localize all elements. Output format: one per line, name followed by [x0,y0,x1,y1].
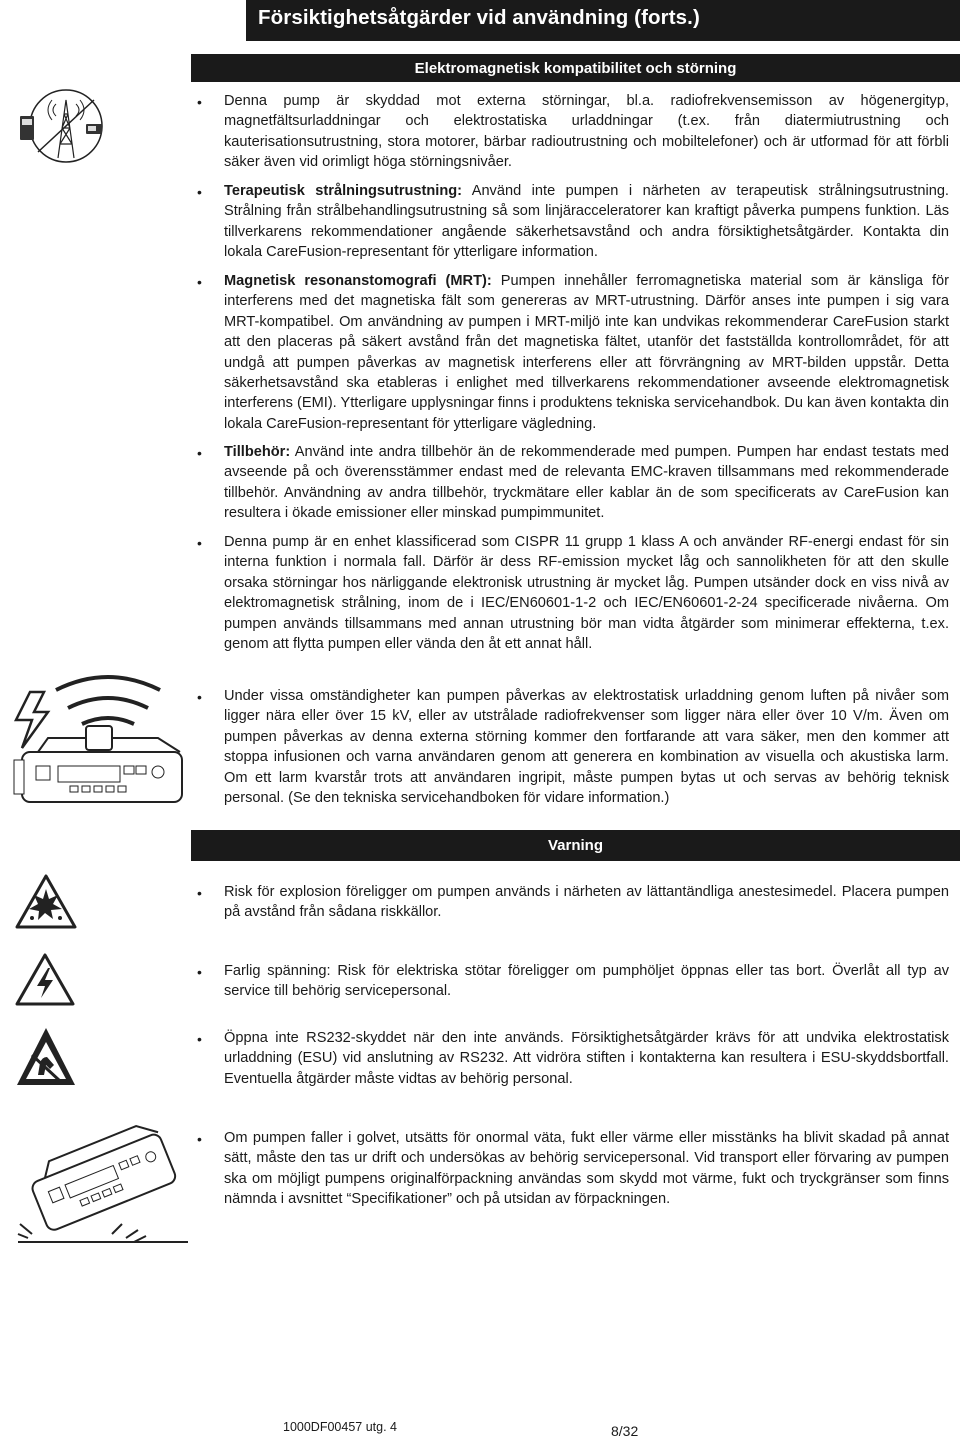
bullet: • [197,1131,202,1147]
mri-heading: Magnetisk resonanstomografi (MRT): [224,273,492,289]
esd-paragraph: Under vissa omständigheter kan pumpen påverkas av elektrostatisk urladdning genom luften på nivåer som ligger nära eller över 15 kV, eller av utstrålade radiofrekvenser som ligger nära eller över 10 V/m. Även om pumpen påverkas av denna externa störning kommer den fortfarande att vara säker, men den kommer att stoppa infusionen och varna användaren genom att generera en kombination av visuella och akustiska larm. Om ett larm kvarstår trots att användaren ingripit, måste pumpen bytas ut och servas av behörig teknisk personal. (Se den tekniska servicehandboken för vidare information.) [224,688,949,807]
bullet: • [197,445,202,461]
page-title: Försiktighetsåtgärder vid användning (forts.) [258,6,700,29]
radiation-equipment-text: Använd inte pumpen i närheten av terapeutisk strålningsutrustning. Strålning från strålbehandlingsutrustning så som linjäracceleratorer kan kraftigt påverka pumpens funktion. Läs tillverkarens rekommendationer angående säkerhetsavstånd och andra försiktighetsåtgärder. Kontakta din lokala CareFusion-representant för ytterligare information. [224,183,949,261]
mri-text: Pumpen innehåller ferromagnetiska material som är känsliga för interferens med det magnetiska fält som genereras av MRT-utrustning. Därför anses inte pumpen i sig vara MRT-kompatibel. Om användning av pumpen i MRT-miljö inte kan undvikas rekommenderar CareFusion starkt att den placeras på säkert avstånd från det magnetiska fältet, utanför det fastställda kontrollområdet, för att undgå att pumpen påverkas av magnetisk interferens eller att förvrängning av MRT-bilden uppstår. Detta säkerhetsavstånd ska etableras i enlighet med tillverkarens rekommendationer avseende elektromagnetisk interferens (EMI). Ytterligare upplysningar finns i produktens tekniska servicehandbok. Du kan även kontakta din lokala CareFusion-representant för ytterligare vägledning. [224,273,949,432]
dropped-pump-icon [14,1110,192,1250]
explosion-hazard-icon [14,873,78,931]
warning-heading-bar [191,830,960,861]
explosion-warning: Risk för explosion föreligger om pumpen används i närheten av lättantändliga anestesimedel. Placera pumpen på avstånd från sådana riskkällor. [224,884,949,921]
accessories-paragraph [224,442,949,524]
emc-interference-icon [14,86,104,166]
bullet: • [197,689,202,705]
mri-paragraph [224,271,949,434]
accessories-heading: Tillbehör: [224,444,291,460]
cispr-paragraph: Denna pump är en enhet klassificerad som CISPR 11 grupp 1 klass A och använder RF-energi endast för sin interna funktion i normala fall. Därför är dess RF-emission mycket låg och sannolikheten för att den skulle orsaka störningar hos närliggande elektronisk utrustning är mycket låg. Pumpen utsänder dock en viss nivå av elektromagnetisk strålning, inom de i IEC/EN60601-1-2 och IEC/EN60601-2-24 specificerade nivåerna. Om pumpen används tillsammans med annan utrustning bör man vidta åtgärder som minimerar effekterna, t.ex. genom att flytta pumpen eller vända den åt ett annat håll. [224,534,949,653]
esd-sensitive-icon [14,1025,78,1091]
section-heading-bar [191,54,960,82]
bullet: • [197,535,202,551]
esd-pump-icon [8,668,190,810]
bullet: • [197,94,202,110]
page-title-banner [246,0,960,41]
warning-heading: Varning [547,837,603,854]
section-heading: Elektromagnetisk kompatibilitet och störning [414,60,737,77]
dropped-pump-warning: Om pumpen faller i golvet, utsätts för onormal väta, fukt eller värme eller misstänks ha blivit skadad på annat sätt, måste den tas ur drift och undersökas av behörig servicepersonal. Vid transport eller förvaring av pumpen ska om möjligt pumpens originalförpackning användas som skydd mot värme, fukt och tryckgränser som finns nämnda i avsnittet “Specifikationer” och på utsidan av förpackningen. [224,1130,949,1208]
bullet: • [197,1031,202,1047]
rs232-warning: Öppna inte RS232-skyddet när den inte används. Försiktighetsåtgärder krävs för att undvika elektrostatisk urladdning (ESU) vid anslutning av RS232. Att vidröra stiften i kontakterna kan resultera i ESU-skyddsbortfall. Eventuella åtgärder måste vidtas av behörig personal. [224,1030,949,1087]
footer-doc-code: 1000DF00457 utg. 4 [283,1420,397,1434]
high-voltage-icon [14,952,76,1008]
bullet: • [197,885,202,901]
bullet: • [197,964,202,980]
emc-protection-paragraph: Denna pump är skyddad mot externa störningar, bl.a. radiofrekvensemisson av högenergityp, magnetfältsurladdningar och elektrostatiska urladdningar (t.ex. från diatermiutrustning och kauterisationsutrustning, stora motorer, bärbar radioutrustning och mobiltelefoner) och är utformad för att förbli säker även vid orimligt höga störningsnivåer. [224,93,949,171]
accessories-text: Använd inte andra tillbehör än de rekommenderade med pumpen. Pumpen har endast testats med avseende på och överensstämmer endast med de relevanta EMC-kraven tillsammans med rekommenderade tillbehör. Användning av andra tillbehör, tryckmätare eller kablar än de som specificerats av CareFusion kan resultera i ökade emissioner eller minskad pumpimmunitet. [224,444,949,522]
radiation-equipment-heading: Terapeutisk strålningsutrustning: [224,183,463,199]
footer-page-number: 8/32 [611,1423,639,1439]
bullet: • [197,184,202,200]
bullet: • [197,274,202,290]
voltage-warning: Farlig spänning: Risk för elektriska stötar föreligger om pumphöljet öppnas eller tas bort. Överlåt all typ av service till behörig servicepersonal. [224,963,949,1000]
radiation-equipment-paragraph [224,181,949,263]
